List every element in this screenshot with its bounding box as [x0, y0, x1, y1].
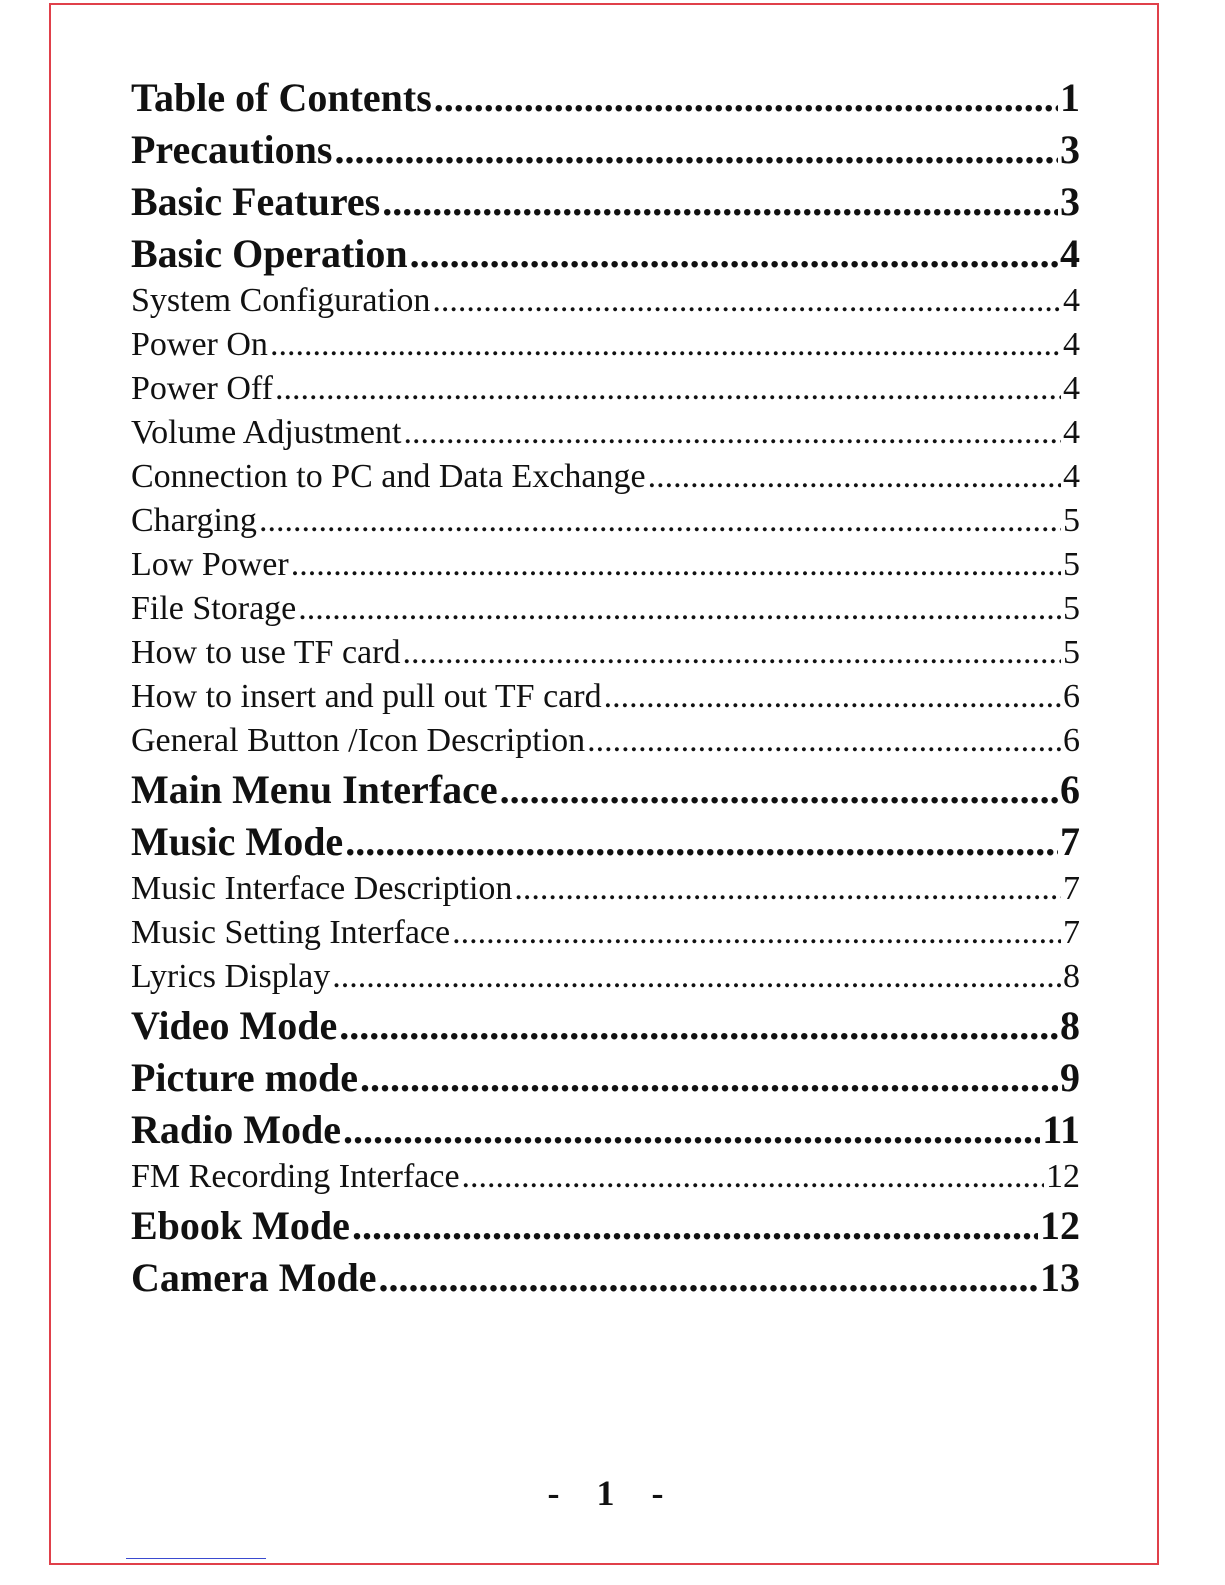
- dot-leader: [514, 870, 1061, 908]
- dot-leader: [604, 678, 1061, 716]
- dot-leader: [452, 914, 1061, 952]
- link-underline: [126, 1558, 266, 1559]
- dot-leader: [339, 1002, 1058, 1049]
- toc-entry-page: 5: [1063, 634, 1080, 671]
- toc-entry-page: 4: [1063, 282, 1080, 319]
- toc-entry-table-of-contents[interactable]: [131, 74, 1080, 126]
- toc-entry-precautions[interactable]: [131, 126, 1080, 178]
- toc-entry-title: Music Setting Interface: [131, 914, 451, 951]
- dot-leader: [403, 414, 1061, 452]
- toc-entry-page: 6: [1063, 722, 1080, 759]
- dot-leader: [432, 282, 1061, 320]
- toc-entry-title: Radio Mode: [131, 1107, 341, 1152]
- toc-entry-title: File Storage: [131, 590, 297, 627]
- toc-entry-page: 3: [1060, 179, 1080, 224]
- toc-entry-title: Main Menu Interface: [131, 767, 498, 812]
- toc-entry-how-to-use-tf-card[interactable]: [131, 634, 1080, 678]
- toc-entry-title: General Button /Icon Description: [131, 722, 586, 759]
- toc-entry-radio-mode[interactable]: [131, 1106, 1080, 1158]
- toc-entry-file-storage[interactable]: [131, 590, 1080, 634]
- dot-leader: [587, 722, 1061, 760]
- dot-leader: [402, 634, 1061, 672]
- toc-entry-title: Charging: [131, 502, 257, 539]
- toc-entry-title: Video Mode: [131, 1003, 338, 1048]
- toc-entry-general-button-icon[interactable]: [131, 722, 1080, 766]
- toc-entry-insert-pull-out-tf-card[interactable]: [131, 678, 1080, 722]
- dot-leader: [270, 326, 1061, 364]
- dot-leader: [410, 230, 1058, 277]
- toc-entry-camera-mode[interactable]: [131, 1254, 1080, 1306]
- toc-entry-system-configuration[interactable]: [131, 282, 1080, 326]
- dot-leader: [434, 74, 1058, 121]
- toc-entry-title: Table of Contents: [131, 75, 432, 120]
- toc-entry-basic-features[interactable]: [131, 178, 1080, 230]
- toc-entry-ebook-mode[interactable]: [131, 1202, 1080, 1254]
- toc-entry-title: FM Recording Interface: [131, 1158, 460, 1195]
- toc-entry-page: 1: [1060, 75, 1080, 120]
- toc-entry-music-setting-interface[interactable]: [131, 914, 1080, 958]
- toc-entry-title: Low Power: [131, 546, 289, 583]
- toc-entry-page: 7: [1063, 914, 1080, 951]
- toc-entry-page: 3: [1060, 127, 1080, 172]
- dot-leader: [382, 178, 1058, 225]
- toc-entry-title: How to use TF card: [131, 634, 401, 671]
- toc-entry-title: System Configuration: [131, 282, 431, 319]
- toc-entry-main-menu-interface[interactable]: [131, 766, 1080, 818]
- dot-leader: [378, 1254, 1038, 1301]
- toc-entry-title: Precautions: [131, 127, 333, 172]
- toc-entry-title: Camera Mode: [131, 1255, 377, 1300]
- dot-leader: [259, 502, 1061, 540]
- toc-entry-volume-adjustment[interactable]: [131, 414, 1080, 458]
- table-of-contents: [131, 74, 1080, 1306]
- toc-entry-page: 4: [1060, 231, 1080, 276]
- toc-entry-title: Basic Operation: [131, 231, 408, 276]
- toc-entry-page: 7: [1060, 819, 1080, 864]
- toc-entry-title: Connection to PC and Data Exchange: [131, 458, 646, 495]
- dot-leader: [275, 370, 1061, 408]
- dot-leader: [345, 818, 1058, 865]
- dot-leader: [462, 1158, 1044, 1196]
- dot-leader: [298, 590, 1061, 628]
- toc-entry-page: 4: [1063, 414, 1080, 451]
- dot-leader: [360, 1054, 1058, 1101]
- toc-entry-page: 7: [1063, 870, 1080, 907]
- dot-leader: [352, 1202, 1038, 1249]
- toc-entry-fm-recording-interface[interactable]: [131, 1158, 1080, 1202]
- dot-leader: [343, 1106, 1040, 1153]
- toc-entry-music-mode[interactable]: [131, 818, 1080, 870]
- toc-entry-page: 5: [1063, 546, 1080, 583]
- toc-entry-page: 4: [1063, 370, 1080, 407]
- toc-entry-page: 6: [1063, 678, 1080, 715]
- dot-leader: [500, 766, 1058, 813]
- toc-entry-page: 8: [1060, 1003, 1080, 1048]
- dot-leader: [334, 126, 1058, 173]
- toc-entry-power-off[interactable]: [131, 370, 1080, 414]
- toc-entry-page: 11: [1042, 1107, 1080, 1152]
- toc-entry-title: Music Mode: [131, 819, 344, 864]
- toc-entry-music-interface-description[interactable]: [131, 870, 1080, 914]
- toc-entry-title: Volume Adjustment: [131, 414, 402, 451]
- toc-entry-title: Power Off: [131, 370, 273, 407]
- toc-entry-connection-to-pc[interactable]: [131, 458, 1080, 502]
- toc-entry-title: Power On: [131, 326, 268, 363]
- toc-entry-page: 13: [1040, 1255, 1080, 1300]
- toc-entry-page: 12: [1040, 1203, 1080, 1248]
- toc-entry-title: Lyrics Display: [131, 958, 331, 995]
- toc-entry-page: 9: [1060, 1055, 1080, 1100]
- toc-entry-title: How to insert and pull out TF card: [131, 678, 602, 715]
- toc-entry-charging[interactable]: [131, 502, 1080, 546]
- toc-entry-title: Music Interface Description: [131, 870, 513, 907]
- toc-entry-page: 12: [1046, 1158, 1080, 1195]
- toc-entry-lyrics-display[interactable]: [131, 958, 1080, 1002]
- toc-entry-page: 5: [1063, 502, 1080, 539]
- toc-entry-page: 6: [1060, 767, 1080, 812]
- toc-entry-page: 4: [1063, 458, 1080, 495]
- toc-entry-title: Ebook Mode: [131, 1203, 350, 1248]
- toc-entry-page: 4: [1063, 326, 1080, 363]
- toc-entry-title: Picture mode: [131, 1055, 358, 1100]
- dot-leader: [332, 958, 1061, 996]
- toc-entry-title: Basic Features: [131, 179, 381, 224]
- toc-entry-page: 8: [1063, 958, 1080, 995]
- dot-leader: [291, 546, 1061, 584]
- toc-entry-page: 5: [1063, 590, 1080, 627]
- page-number: - 1 -: [547, 1473, 678, 1513]
- dot-leader: [648, 458, 1061, 496]
- toc-entry-picture-mode[interactable]: [131, 1054, 1080, 1106]
- toc-entry-video-mode[interactable]: [131, 1002, 1080, 1054]
- toc-entry-power-on[interactable]: [131, 326, 1080, 370]
- toc-entry-low-power[interactable]: [131, 546, 1080, 590]
- toc-entry-basic-operation[interactable]: [131, 230, 1080, 282]
